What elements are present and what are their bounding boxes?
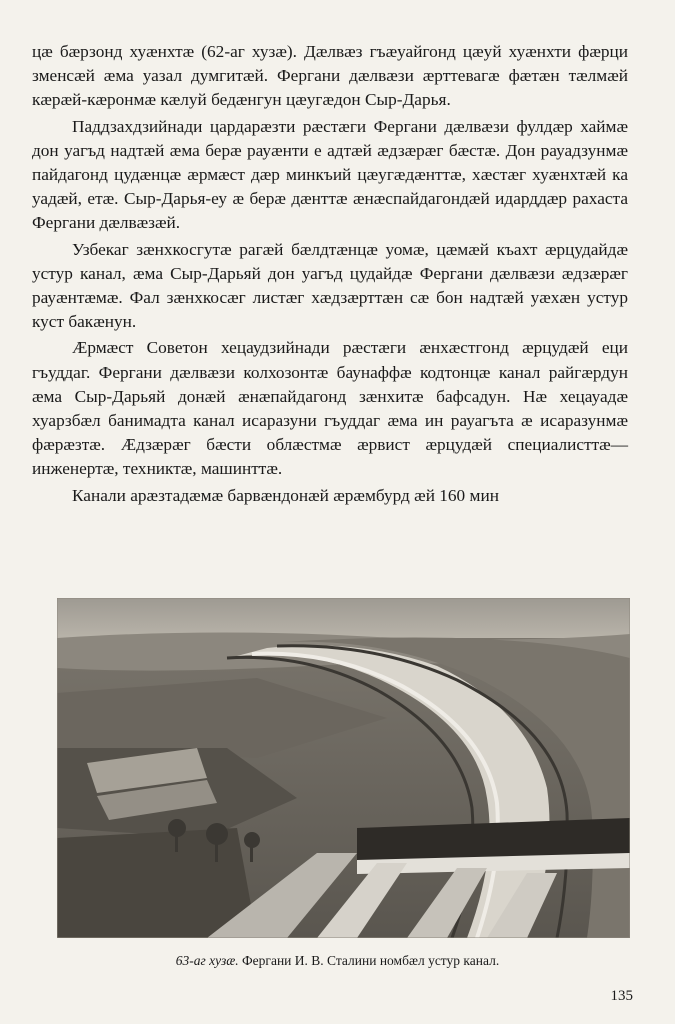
- paragraph-4: Æрмæст Советон хецаудзийнади рæстæги æнхæстгонд æрцудæй еци гъуддаг. Фергани дæлвæзи колхозонтæ баунаффæ кодтонцæ канал райгæрдун æма Сыр-Дарьяй донæй æнæпайдагонд зæнхитæ бафсадун. Нæ хецауадæ хуарзбæл банимадта канал исаразуни гъуддаг æма ин рауагъта æ исаразунмæ фæрæзтæ. Æдзæрæг бæсти облæстмæ æрвист æрцудæй специалисттæ—инженертæ, техниктæ, машинттæ.: [32, 338, 628, 479]
- paragraph-3: Узбекаг зæнхкосгутæ рагæй бæлдтæнцæ уомæ, цæмæй къахт æрцудайдæ устур канал, æма Сыр-Дарьяй дон уагъд цудайдæ Фергани дæлвæзи æдзæрæг рауæнтæмæ. Фал зæнхкосæг листæг хæдзæрттæн сæ бон надтæй уæхæн устур куст бакæнун.: [32, 239, 628, 332]
- paragraph-2: Паддзахдзийнади цардарæзти рæстæги Фергани дæлвæзи фулдæр хаймæ дон уагъд надтæй æма берæ рауæнти е адтæй æдзæрæг бæстæ. Дон рауадзунмæ пайдагонд цудæнцæ æрмæст дæр минкъий цæугæдæнттæ, хæстæг хуæнхтæй ка уадæй, етæ. Сыр-Дарья-еу æ берæ дæнттæ æнæспайдагондæй идарддæр рахаста Фергани дæлвæзæй.: [32, 116, 628, 233]
- figure-caption-number: 63-аг хузæ.: [175, 953, 239, 968]
- figure-caption: [0, 953, 675, 969]
- body-text: [32, 40, 628, 508]
- figure-caption-text: Фергани И. В. Сталини номбæл устур канал.: [242, 953, 500, 968]
- paragraph-5: Канали арæзтадæмæ барвæндонæй æрæмбурд æй 160 мин: [72, 485, 499, 505]
- canal-photograph: [57, 598, 630, 938]
- paragraph-1: цæ бæрзонд хуæнхтæ (62-аг хузæ). Дæлвæз гъæуайгонд цæуй хуæнхти фæрци зменсæй æма уазал думгитæй. Фергани дæлвæзи æрттевагæ фæтæн тæлмæй кæрæй-кæронмæ кæлуй бедæнгун цæугæдон Сыр-Дарья.: [32, 42, 628, 110]
- page-number: 135: [610, 988, 633, 1004]
